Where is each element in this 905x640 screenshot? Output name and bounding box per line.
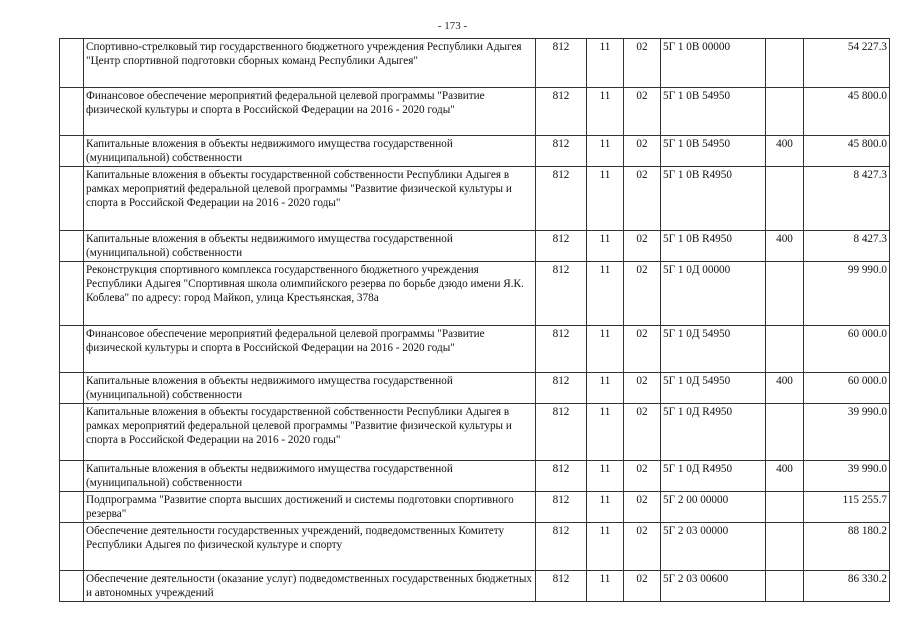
row-subsection: 02 [624,167,661,231]
row-blank-cell [60,88,84,136]
table-row [60,492,890,523]
row-sum: 8 427.3 [804,231,890,262]
row-expense-type: 400 [766,231,804,262]
row-section: 11 [587,39,624,88]
row-blank-cell [60,167,84,231]
row-sum: 88 180.2 [804,523,890,571]
row-section: 11 [587,326,624,373]
row-code: 812 [536,492,587,523]
row-code: 812 [536,39,587,88]
row-section: 11 [587,404,624,461]
row-name: Капитальные вложения в объекты недвижимого имущества государственной (муниципальной) собственности [84,461,536,492]
row-blank-cell [60,404,84,461]
row-code: 812 [536,167,587,231]
table-row [60,88,890,136]
row-expense-type [766,262,804,326]
budget-table-body [60,39,890,602]
row-name: Реконструкция спортивного комплекса государственного бюджетного учреждения Республики Адыгея "Спортивная школа олимпийского резерва по борьбе дзюдо имени Я.К. Коблева" по адресу: город Майкоп, улица Крестьянская, 378а [84,262,536,326]
row-code: 812 [536,136,587,167]
row-sum: 60 000.0 [804,326,890,373]
table-row [60,136,890,167]
row-article: 5Г 1 0В 00000 [661,39,766,88]
row-sum: 45 800.0 [804,88,890,136]
row-section: 11 [587,461,624,492]
table-row [60,523,890,571]
row-code: 812 [536,523,587,571]
row-subsection: 02 [624,231,661,262]
row-blank-cell [60,571,84,602]
row-article: 5Г 1 0Д R4950 [661,461,766,492]
row-expense-type [766,326,804,373]
row-article: 5Г 2 03 00600 [661,571,766,602]
row-name: Финансовое обеспечение мероприятий федеральной целевой программы "Развитие физической культуры и спорта в Российской Федерации на 2016 - 2020 годы" [84,326,536,373]
row-section: 11 [587,523,624,571]
row-blank-cell [60,373,84,404]
row-subsection: 02 [624,404,661,461]
row-subsection: 02 [624,39,661,88]
row-expense-type: 400 [766,461,804,492]
row-sum: 54 227.3 [804,39,890,88]
row-article: 5Г 1 0В 54950 [661,136,766,167]
table-row [60,39,890,88]
row-name: Подпрограмма "Развитие спорта высших достижений и системы подготовки спортивного резерва" [84,492,536,523]
table-row [60,571,890,602]
table-row [60,461,890,492]
row-article: 5Г 1 0Д R4950 [661,404,766,461]
row-code: 812 [536,373,587,404]
row-expense-type [766,492,804,523]
row-code: 812 [536,571,587,602]
table-row [60,373,890,404]
page-number: - 173 - [437,20,468,32]
row-name: Финансовое обеспечение мероприятий федеральной целевой программы "Развитие физической культуры и спорта в Российской Федерации на 2016 - 2020 годы" [84,88,536,136]
row-name: Обеспечение деятельности (оказание услуг) подведомственных государственных бюджетных и автономных учреждений [84,571,536,602]
row-sum: 115 255.7 [804,492,890,523]
row-article: 5Г 1 0Д 54950 [661,326,766,373]
row-name: Спортивно-стрелковый тир государственного бюджетного учреждения Республики Адыгея "Центр спортивной подготовки сборных команд Республики Адыгея" [84,39,536,88]
row-section: 11 [587,571,624,602]
row-article: 5Г 1 0Д 00000 [661,262,766,326]
row-expense-type [766,88,804,136]
row-blank-cell [60,326,84,373]
row-subsection: 02 [624,492,661,523]
budget-table [59,38,890,602]
row-expense-type [766,167,804,231]
row-expense-type [766,39,804,88]
row-article: 5Г 1 0В R4950 [661,167,766,231]
row-blank-cell [60,262,84,326]
row-blank-cell [60,39,84,88]
row-expense-type [766,571,804,602]
row-article: 5Г 1 0В 54950 [661,88,766,136]
row-article: 5Г 1 0В R4950 [661,231,766,262]
row-sum: 60 000.0 [804,373,890,404]
row-section: 11 [587,167,624,231]
row-sum: 45 800.0 [804,136,890,167]
row-name: Капитальные вложения в объекты недвижимого имущества государственной (муниципальной) собственности [84,373,536,404]
row-name: Капитальные вложения в объекты недвижимого имущества государственной (муниципальной) собственности [84,231,536,262]
row-expense-type [766,523,804,571]
table-row [60,404,890,461]
row-name: Обеспечение деятельности государственных учреждений, подведомственных Комитету Республики Адыгея по физической культуре и спорту [84,523,536,571]
row-section: 11 [587,136,624,167]
row-code: 812 [536,231,587,262]
row-blank-cell [60,523,84,571]
row-sum: 39 990.0 [804,461,890,492]
table-row [60,326,890,373]
row-code: 812 [536,461,587,492]
row-blank-cell [60,461,84,492]
row-subsection: 02 [624,461,661,492]
row-section: 11 [587,373,624,404]
row-subsection: 02 [624,373,661,404]
row-section: 11 [587,231,624,262]
row-section: 11 [587,88,624,136]
row-sum: 8 427.3 [804,167,890,231]
row-name: Капитальные вложения в объекты государственной собственности Республики Адыгея в рамках мероприятий федеральной целевой программы "Развитие физической культуры и спорта в Российской Федерации на 2016 - 2020 годы" [84,404,536,461]
row-expense-type: 400 [766,373,804,404]
row-article: 5Г 2 03 00000 [661,523,766,571]
row-section: 11 [587,492,624,523]
row-blank-cell [60,231,84,262]
row-subsection: 02 [624,523,661,571]
row-subsection: 02 [624,136,661,167]
row-subsection: 02 [624,88,661,136]
row-blank-cell [60,136,84,167]
row-expense-type [766,404,804,461]
row-expense-type: 400 [766,136,804,167]
row-article: 5Г 1 0Д 54950 [661,373,766,404]
row-subsection: 02 [624,262,661,326]
table-row [60,231,890,262]
row-code: 812 [536,262,587,326]
row-subsection: 02 [624,326,661,373]
row-code: 812 [536,404,587,461]
row-blank-cell [60,492,84,523]
row-sum: 99 990.0 [804,262,890,326]
row-name: Капитальные вложения в объекты недвижимого имущества государственной (муниципальной) собственности [84,136,536,167]
row-sum: 86 330.2 [804,571,890,602]
table-row [60,262,890,326]
row-code: 812 [536,88,587,136]
row-article: 5Г 2 00 00000 [661,492,766,523]
row-section: 11 [587,262,624,326]
row-name: Капитальные вложения в объекты государственной собственности Республики Адыгея в рамках мероприятий федеральной целевой программы "Развитие физической культуры и спорта в Российской Федерации на 2016 - 2020 годы" [84,167,536,231]
row-sum: 39 990.0 [804,404,890,461]
table-row [60,167,890,231]
row-subsection: 02 [624,571,661,602]
row-code: 812 [536,326,587,373]
